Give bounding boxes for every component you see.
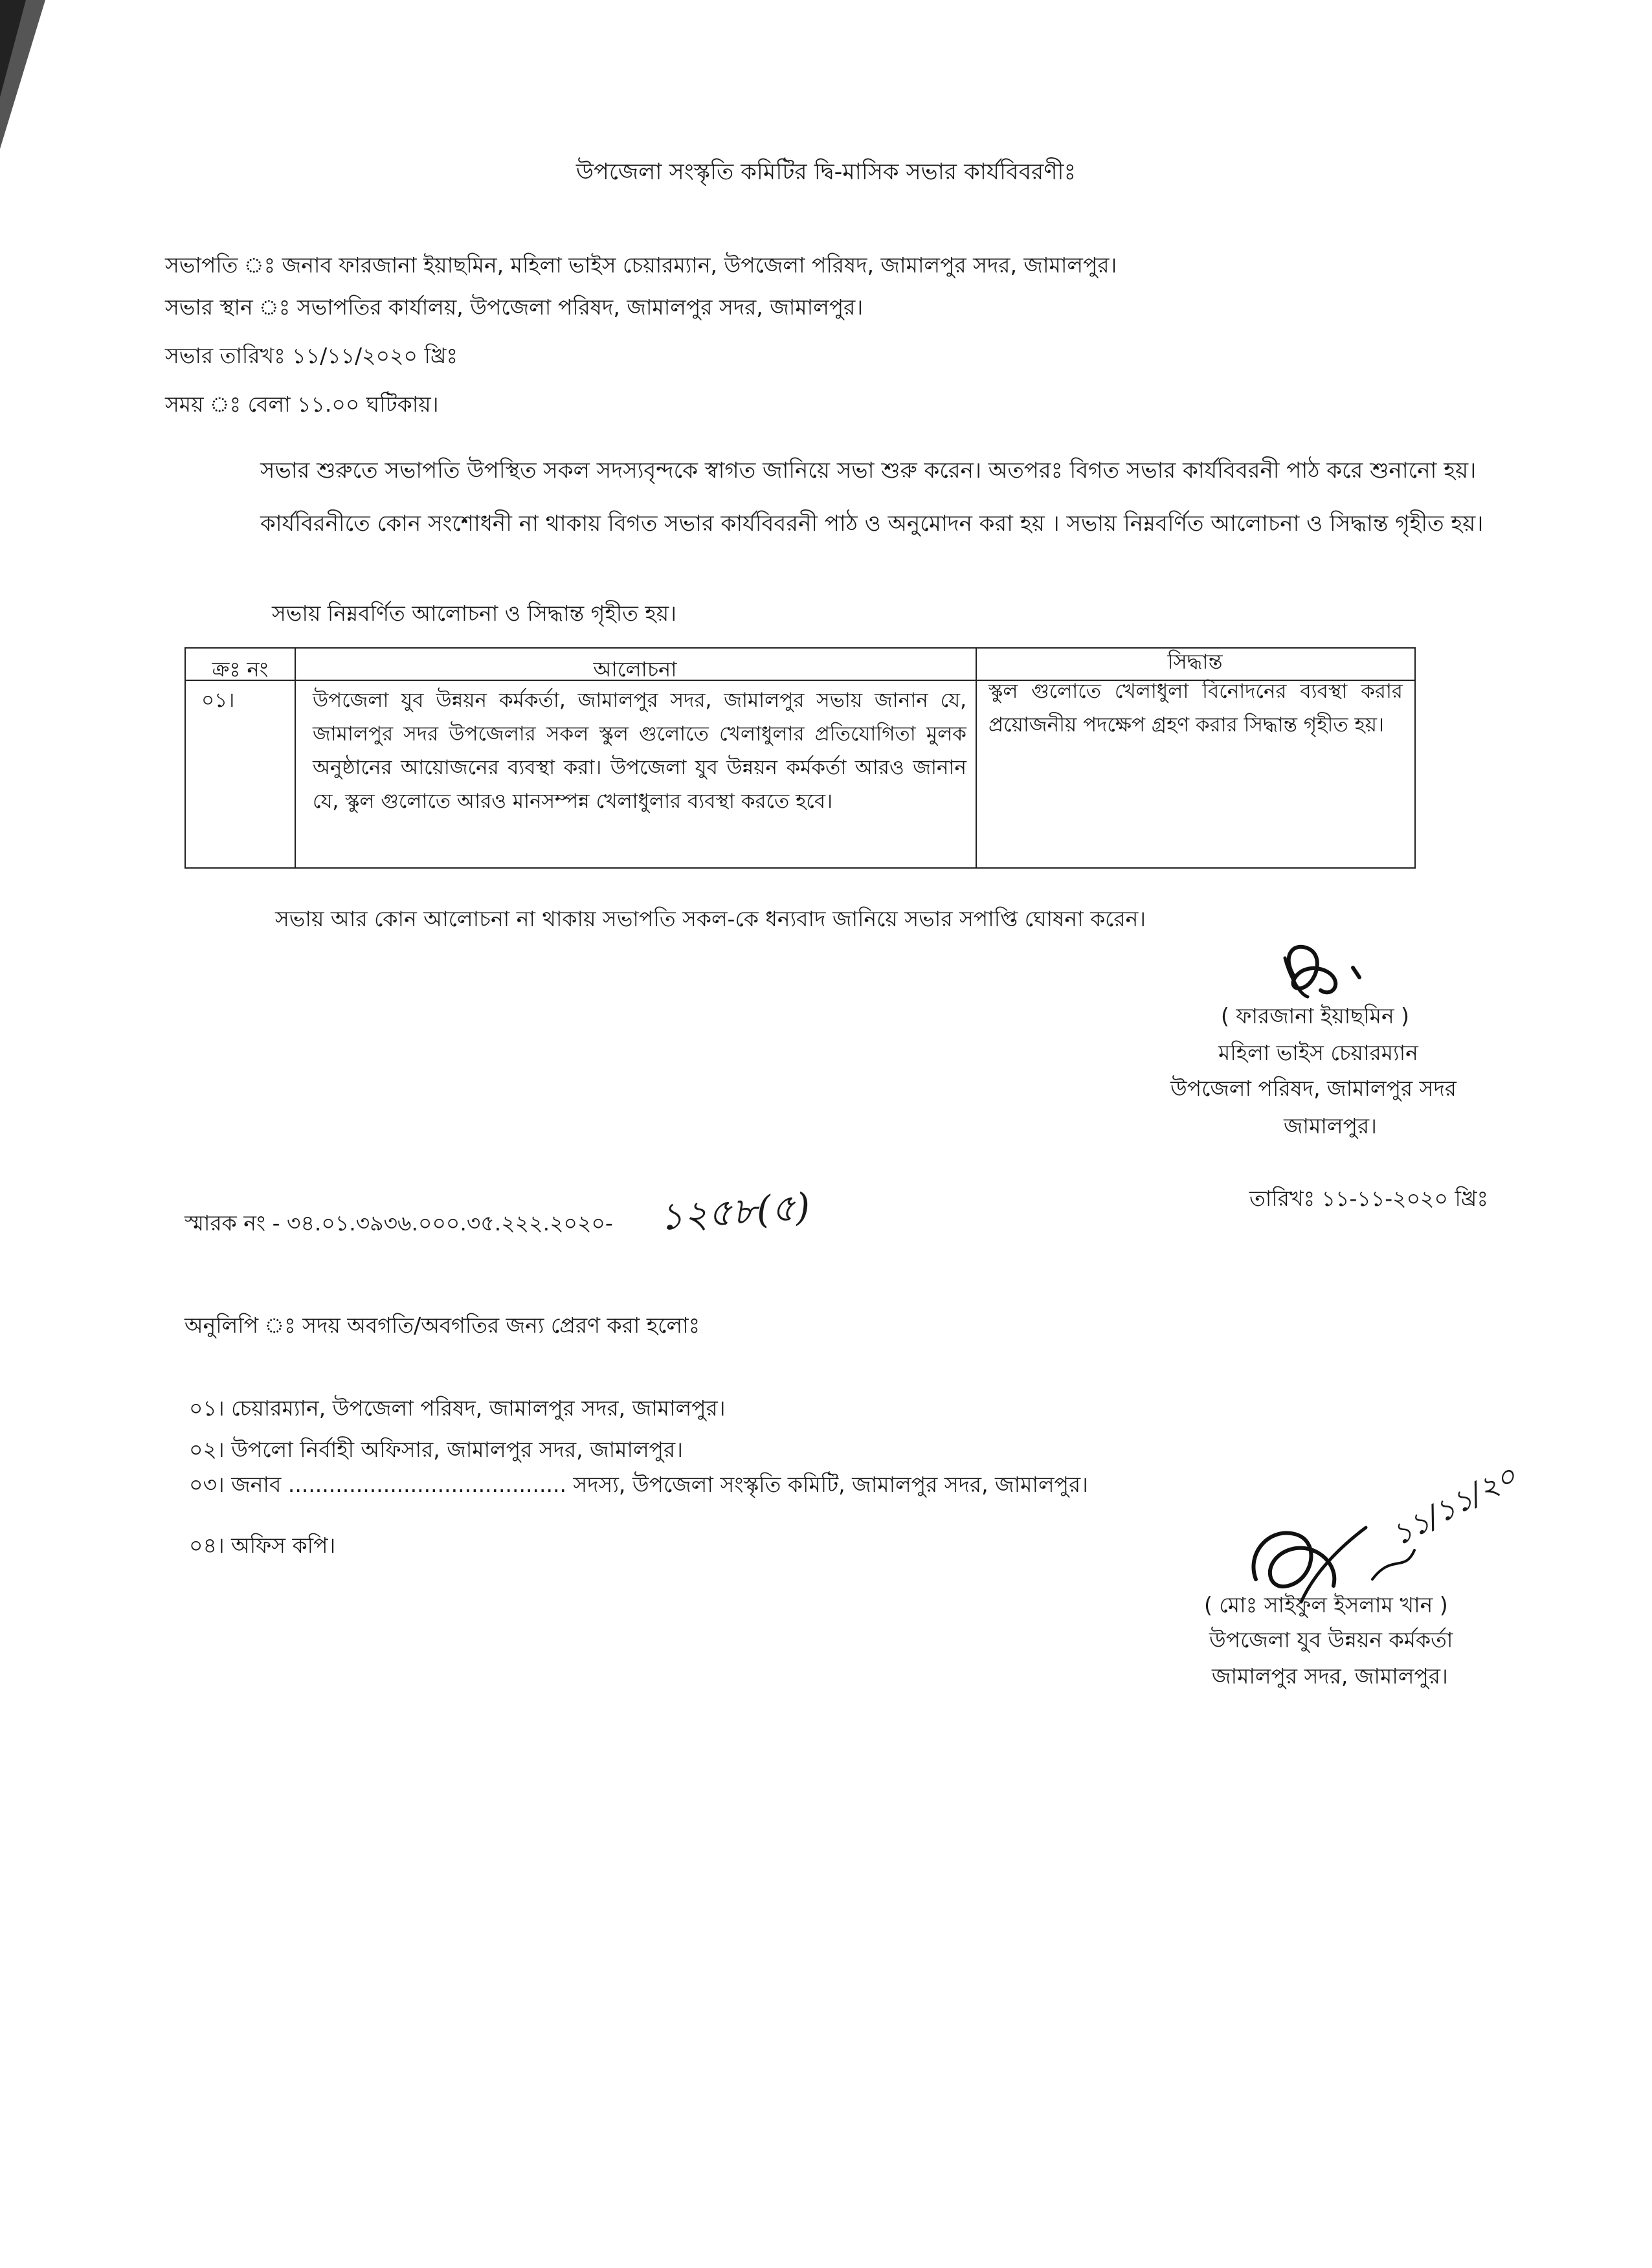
recipient-item: ০৪। অফিস কপি। — [189, 1533, 336, 1558]
chair-office: উপজেলা পরিষদ, জামালপুর সদর — [1170, 1076, 1457, 1101]
meta-venue: সভার স্থান ঃ সভাপতির কার্যালয়, উপজেলা পরিষদ, জামালপুর সদর, জামালপুর। — [165, 295, 864, 320]
intro-paragraph: সভার শুরুতে সভাপতি উপস্থিত সকল সদস্যবৃন্দকে স্বাগত জানিয়ে সভা শুরু করেন। অতপরঃ বিগত সভার কার্যবিবরনী পাঠ করে শুনানো হয়। কার্যবিরনীতে কোন সংশোধনী না থাকায় বিগত সভার কার্যবিবরনী পাঠ ও অনুমোদন করা হয় । সভায় নিম্নবর্ণিত আলোচনা ও সিদ্ধান্ত গৃহীত হয়। — [260, 458, 1484, 537]
table-intro: সভায় নিম্নবর্ণিত আলোচনা ও সিদ্ধান্ত গৃহীত হয়। — [272, 601, 677, 626]
row-decision: স্কুল গুলোতে খেলাধুলা বিনোদনের ব্যবস্থা করার প্রয়োজনীয় পদক্ষেপ গ্রহণ করার সিদ্ধান্ত গৃহীত হয়। — [988, 680, 1403, 737]
document-title: উপজেলা সংস্কৃতি কমিটির দ্বি-মাসিক সভার কার্যবিবরণীঃ — [575, 159, 1077, 185]
chair-name: ( ফারজানা ইয়াছমিন ) — [1221, 1003, 1410, 1028]
memo-date: তারিখঃ ১১-১১-২০২০ খ্রিঃ — [1249, 1186, 1489, 1211]
chair-signature-mark — [1269, 932, 1392, 1010]
memo-handwritten-number: ১২৫৮(৫) — [657, 1184, 812, 1240]
header-decision: সিদ্ধান্ত — [1167, 649, 1223, 674]
closing-statement: সভায় আর কোন আলোচনা না থাকায় সভাপতি সকল-কে ধন্যবাদ জানিয়ে সভার সপাপ্তি ঘোষনা করেন। — [275, 906, 1146, 931]
recipient-item: ০১। চেয়ারম্যান, উপজেলা পরিষদ, জামালপুর সদর, জামালপুর। — [189, 1395, 726, 1421]
scan-corner-shadow — [0, 0, 58, 155]
row-discussion: উপজেলা যুব উন্নয়ন কর্মকর্তা, জামালপুর সদর, জামালপুর সভায় জানান যে, জামালপুর সদর উপজেলার সকল স্কুল গুলোতে খেলাধুলার প্রতিযোগিতা মুলক অনুষ্ঠানের আয়োজনের ব্যবস্থা করা। উপজেলা যুব উন্নয়ন কর্মকর্তা আরও জানান যে, স্কুল গুলোতে আরও মানসম্পন্ন খেলাধুলার ব্যবস্থা করতে হবে। — [313, 689, 966, 813]
row-serial: ০১। — [201, 689, 235, 712]
meta-date: সভার তারিখঃ ১১/১১/২০২০ খ্রিঃ — [165, 343, 458, 368]
officer-name: ( মোঃ সাইফুল ইসলাম খান ) — [1204, 1592, 1448, 1618]
meta-chairperson: সভাপতি ঃ জনাব ফারজানা ইয়াছমিন, মহিলা ভাইস চেয়ারম্যান, উপজেলা পরিষদ, জামালপুর সদর, জামালপুর। — [165, 252, 1117, 278]
officer-designation: উপজেলা যুব উন্নয়ন কর্মকর্তা — [1209, 1627, 1453, 1652]
header-serial: ক্রঃ নং — [212, 657, 269, 682]
recipient-item: ০৩। জনাব ......................................... সদস্য, উপজেলা সংস্কৃতি কমিটি, জামালপুর সদর, জামালপুর। — [189, 1472, 1088, 1497]
recipient-item: ০২। উপলো নির্বাহী অফিসার, জামালপুর সদর, জামালপুর। — [189, 1437, 684, 1462]
chair-place: জামালপুর। — [1284, 1113, 1377, 1139]
discussion-table — [184, 647, 1416, 869]
officer-signature-date: ১১/১১/২০ — [1385, 1458, 1523, 1553]
officer-place: জামালপুর সদর, জামালপুর। — [1212, 1663, 1448, 1689]
meta-time: সময় ঃ বেলা ১১.০০ ঘটিকায়। — [165, 392, 439, 417]
memo-number: স্মারক নং - ৩৪.০১.৩৯৩৬.০০০.৩৫.২২২.২০২০- — [184, 1210, 613, 1236]
header-discussion: আলোচনা — [593, 657, 677, 682]
copy-to-heading: অনুলিপি ঃ সদয় অবগতি/অবগতির জন্য প্রেরণ করা হলোঃ — [184, 1313, 700, 1338]
chair-designation: মহিলা ভাইস চেয়ারম্যান — [1218, 1040, 1418, 1065]
col-divider — [976, 649, 977, 867]
